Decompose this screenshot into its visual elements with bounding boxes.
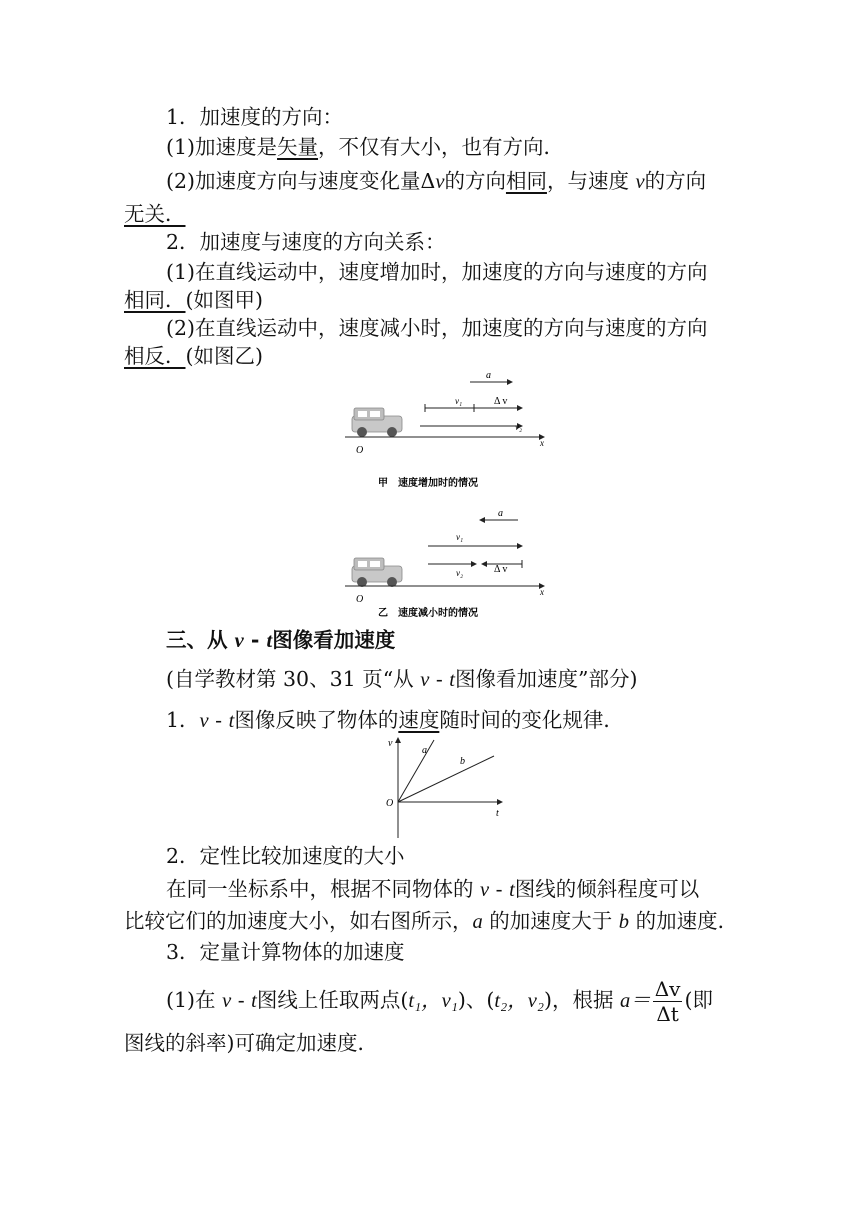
fig2-label-x: x [540, 587, 544, 597]
fig2-label-dv: Δ v [494, 564, 508, 575]
section-4-p1: 在同一坐标系中，根据不同物体的 v - t图线的倾斜程度可以 [166, 877, 700, 901]
fig2-label-v1: v₁ [456, 532, 464, 542]
section-4-title: 2．定性比较加速度的大小 [166, 844, 405, 868]
section-3-item-1: 1．v - t图像反映了物体的速度随时间的变化规律． [166, 708, 624, 732]
section-3-heading: 三、从 v - t图像看加速度 [166, 628, 396, 652]
section-2-p2-cont: 相反．(如图乙) [124, 344, 263, 368]
section-2-p2: (2)在直线运动中，速度减小时，加速度的方向与速度的方向 [166, 316, 708, 340]
fig1-caption: 甲 速度增加时的情况 [378, 478, 478, 489]
fig2-caption: 乙 速度减小时的情况 [378, 608, 478, 619]
graph-label-b: b [460, 756, 465, 767]
car-icon [352, 558, 402, 587]
fig2-label-a: a [498, 508, 503, 519]
fig1-label-o: O [356, 445, 364, 456]
section-1-p2: (2)加速度方向与速度变化量Δv的方向相同，与速度 v的方向 [166, 169, 707, 193]
vt-graph [360, 736, 510, 840]
fig1-label-v2: v₂ [515, 422, 523, 432]
section-1-p1: (1)加速度是矢量，不仅有大小，也有方向． [166, 135, 565, 159]
section-2-p1: (1)在直线运动中，速度增加时，加速度的方向与速度的方向 [166, 260, 708, 284]
section-2-p1-cont: 相同．(如图甲) [124, 288, 263, 312]
graph-label-o: O [386, 798, 394, 809]
section-3-note: (自学教材第 30、31 页“从 v - t图像看加速度”部分) [166, 667, 638, 691]
figure-speed-increase [340, 364, 560, 494]
section-5-formula-line: (1)在 v - t图线上任取两点(t₁，v₁)、(t₂，v₂)，根据 a＝ $\frac{\Delta v}{\Delta t}$ (即 [166, 977, 713, 1026]
figure-speed-decrease [340, 504, 560, 622]
fig1-label-a: a [486, 370, 491, 381]
car-icon [352, 408, 402, 437]
graph-label-t: t [496, 808, 499, 819]
graph-label-v: v [388, 738, 393, 749]
fig1-label-v1: v₁ [455, 396, 463, 406]
fig1-label-dv: Δ v [494, 396, 508, 407]
section-2-title: 2．加速度与速度的方向关系： [166, 230, 446, 254]
section-1-p2-cont: 无关． [124, 202, 186, 226]
section-5-formula-cont: 图线的斜率)可确定加速度． [124, 1031, 378, 1055]
line-a [398, 740, 434, 802]
section-1-title: 1．加速度的方向： [166, 105, 344, 129]
graph-label-a: a [422, 745, 427, 756]
fig2-label-o: O [356, 594, 364, 605]
section-5-title: 3．定量计算物体的加速度 [166, 940, 405, 964]
fig2-label-v2: v₂ [456, 568, 464, 578]
fig1-label-x: x [540, 438, 544, 448]
line-b [398, 756, 494, 802]
section-4-p2: 比较它们的加速度大小，如右图所示，a 的加速度大于 b 的加速度． [124, 909, 739, 933]
acceleration-fraction: $\frac{\Delta v}{\Delta t}$ [654, 977, 681, 1026]
